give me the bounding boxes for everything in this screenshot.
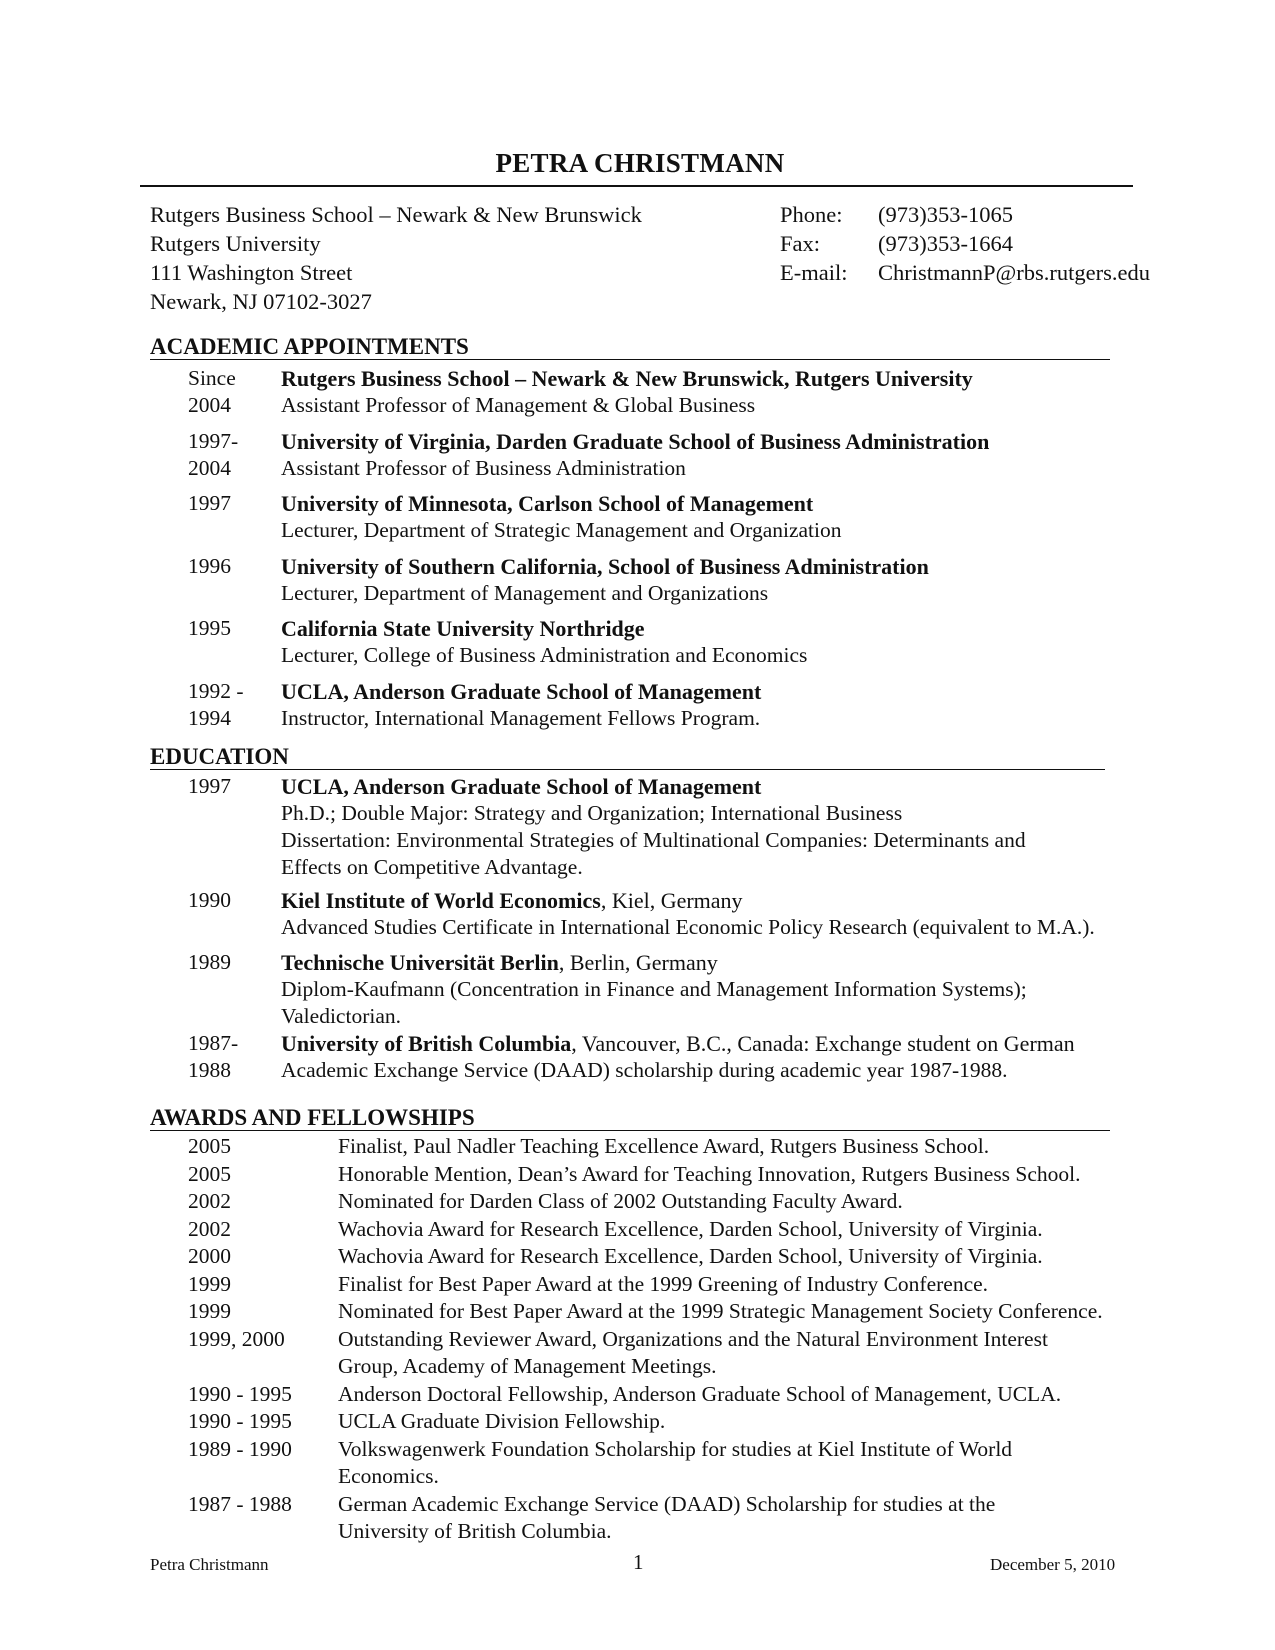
entry-body <box>338 1436 1110 1491</box>
section-education <box>150 744 1105 1090</box>
entry-year: 2002 <box>188 1216 231 1241</box>
entry-body <box>338 1298 1110 1326</box>
footer-author: Petra Christmann <box>150 1555 269 1574</box>
entry-institution: UCLA, Anderson Graduate School of Management <box>281 678 762 704</box>
entry-year: 1999 <box>188 1299 231 1323</box>
entry-year: 2005 <box>188 1134 231 1158</box>
entry-year: 2005 <box>188 1161 231 1186</box>
entry-role: Lecturer, College of Business Administration and Economics <box>281 643 808 667</box>
entry-year: 1996 <box>188 553 231 578</box>
entry-year: 1990 - 1995 <box>188 1409 292 1433</box>
entry-institution: University of British Columbia <box>281 1031 572 1056</box>
appointment-entry <box>150 365 1110 428</box>
appointments-list <box>150 365 1110 740</box>
footer-page-number: 1 <box>633 1550 644 1574</box>
address-line: Newark, NJ 07102-3027 <box>150 289 372 314</box>
contact-label: Phone: <box>780 202 843 227</box>
awards-list <box>150 1133 1110 1546</box>
entry-institution: Kiel Institute of World Economics <box>281 888 601 913</box>
appointment-entry <box>150 678 1110 741</box>
entry-year: 1989 <box>188 950 231 974</box>
award-text: Nominated for Best Paper Award at the 1999 Strategic Management Society Conference. <box>338 1299 1103 1323</box>
entry-body <box>338 1408 1110 1436</box>
entry-year: 1997-2004 <box>188 428 239 480</box>
entry-institution: UCLA, Anderson Graduate School of Management <box>281 774 762 799</box>
entry-year: 1987-1988 <box>188 1031 239 1082</box>
section-awards <box>150 1105 1110 1546</box>
entry-body <box>338 1188 1110 1216</box>
award-text: Wachovia Award for Research Excellence, Darden School, University of Virginia. <box>338 1216 1043 1241</box>
award-entry <box>150 1298 1110 1326</box>
entry-heading-line <box>281 949 1105 976</box>
award-text: German Academic Exchange Service (DAAD) Scholarship for studies at the <box>338 1491 996 1516</box>
award-entry <box>150 1271 1110 1299</box>
entry-year: 1987 - 1988 <box>188 1491 292 1516</box>
education-entry <box>150 1030 1105 1090</box>
entry-detail: Diplom-Kaufmann (Concentration in Finance and Management Information Systems); <box>281 977 1027 1001</box>
award-entry <box>150 1408 1110 1436</box>
award-entry <box>150 1161 1110 1189</box>
award-entry <box>150 1133 1110 1161</box>
entry-year: 2000 <box>188 1244 231 1268</box>
appointment-entry <box>150 428 1110 491</box>
award-text: Outstanding Reviewer Award, Organizations and the Natural Environment Interest <box>338 1326 1048 1351</box>
entry-detail: Valedictorian. <box>281 1004 401 1028</box>
education-entry <box>150 887 1105 949</box>
award-entry <box>150 1188 1110 1216</box>
entry-institution: California State University Northridge <box>281 616 645 641</box>
entry-body <box>281 428 1110 491</box>
entry-body <box>281 365 1110 428</box>
contact-value: (973)353-1664 <box>878 231 1013 256</box>
entry-role: Assistant Professor of Management & Global Business <box>281 393 756 417</box>
entry-year: 1999, 2000 <box>188 1326 285 1351</box>
award-text: University of British Columbia. <box>338 1519 612 1543</box>
entry-body <box>338 1133 1110 1161</box>
entry-institution: University of Minnesota, Carlson School of Management <box>281 491 814 516</box>
entry-location: , Berlin, Germany <box>558 950 718 975</box>
entry-year: 2002 <box>188 1189 231 1213</box>
entry-role: Assistant Professor of Business Administration <box>281 455 686 480</box>
entry-year: 1995 <box>188 616 231 640</box>
entry-body <box>281 773 1105 887</box>
entry-year: 1989 - 1990 <box>188 1436 292 1461</box>
entry-heading-line <box>281 1030 1105 1057</box>
entry-detail: Effects on Competitive Advantage. <box>281 855 583 879</box>
entry-body <box>281 490 1110 553</box>
entry-year: Since 2004 <box>188 366 236 417</box>
contact-value: (973)353-1065 <box>878 202 1013 227</box>
entry-body <box>281 678 1110 741</box>
education-list <box>150 773 1105 1090</box>
section-heading: ACADEMIC APPOINTMENTS <box>150 334 1110 360</box>
contact-phone <box>780 200 1150 229</box>
entry-body <box>281 1030 1105 1090</box>
award-text: Wachovia Award for Research Excellence, Darden School, University of Virginia. <box>338 1244 1043 1268</box>
award-text: Finalist, Paul Nadler Teaching Excellence Award, Rutgers Business School. <box>338 1134 990 1158</box>
entry-heading-line <box>281 887 1105 914</box>
award-text: Anderson Doctoral Fellowship, Anderson Graduate School of Management, UCLA. <box>338 1381 1062 1406</box>
appointment-entry <box>150 490 1110 553</box>
entry-body <box>281 553 1110 616</box>
award-entry <box>150 1243 1110 1271</box>
footer-date: December 5, 2010 <box>990 1555 1116 1574</box>
entry-institution: Technische Universität Berlin <box>281 950 559 975</box>
contact-label: E-mail: <box>780 260 848 285</box>
entry-body <box>338 1271 1110 1299</box>
section-heading: AWARDS AND FELLOWSHIPS <box>150 1105 1110 1131</box>
section-academic-appointments <box>150 334 1110 740</box>
award-text: Honorable Mention, Dean’s Award for Teaching Innovation, Rutgers Business School. <box>338 1161 1081 1186</box>
entry-detail: Dissertation: Environmental Strategies of Multinational Companies: Determinants and <box>281 828 1026 852</box>
award-text: Finalist for Best Paper Award at the 1999 Greening of Industry Conference. <box>338 1271 989 1296</box>
entry-body <box>338 1243 1110 1271</box>
address-line: Rutgers University <box>150 231 321 256</box>
address-line: Rutgers Business School – Newark & New Brunswick <box>150 202 642 227</box>
entry-role: Lecturer, Department of Management and Organizations <box>281 580 769 605</box>
award-text: Volkswagenwerk Foundation Scholarship for studies at Kiel Institute of World Economics. <box>338 1436 1013 1488</box>
entry-body <box>338 1161 1110 1189</box>
entry-role: Instructor, International Management Fellows Program. <box>281 705 761 730</box>
entry-year: 1990 - 1995 <box>188 1381 292 1406</box>
contact-value: ChristmannP@rbs.rutgers.edu <box>878 260 1150 285</box>
award-entry <box>150 1381 1110 1409</box>
award-entry <box>150 1216 1110 1244</box>
cv-name: PETRA CHRISTMANN <box>495 148 785 178</box>
contact-fax <box>780 229 1150 258</box>
contact-block <box>780 200 1150 287</box>
contact-email <box>780 258 1150 287</box>
entry-year: 1990 <box>188 888 231 912</box>
entry-body <box>281 949 1105 1030</box>
award-entry <box>150 1491 1110 1546</box>
contact-label: Fax: <box>780 231 821 256</box>
entry-heading-line <box>281 773 1105 800</box>
entry-body <box>281 887 1105 949</box>
entry-location: , Kiel, Germany <box>600 888 743 913</box>
entry-institution: Rutgers Business School – Newark & New Brunswick, Rutgers University <box>281 366 973 391</box>
entry-body <box>281 615 1110 678</box>
section-heading: EDUCATION <box>150 744 1105 770</box>
entry-year: 1992 - 1994 <box>188 678 244 730</box>
award-text: Group, Academy of Management Meetings. <box>338 1354 717 1378</box>
entry-year: 1997 <box>188 774 231 798</box>
entry-detail: Ph.D.; Double Major: Strategy and Organization; International Business <box>281 801 903 825</box>
entry-body <box>338 1491 1110 1546</box>
award-entry <box>150 1326 1110 1381</box>
appointment-entry <box>150 553 1110 616</box>
entry-detail: Academic Exchange Service (DAAD) scholarship during academic year 1987-1988. <box>281 1058 1008 1082</box>
education-entry <box>150 773 1105 887</box>
award-entry <box>150 1436 1110 1491</box>
entry-location: , Vancouver, B.C., Canada: Exchange student on German <box>571 1031 1075 1056</box>
header-rule <box>140 185 1133 187</box>
award-text: UCLA Graduate Division Fellowship. <box>338 1409 666 1433</box>
entry-body <box>338 1216 1110 1244</box>
entry-year: 1999 <box>188 1271 231 1296</box>
education-entry <box>150 949 1105 1030</box>
address-block <box>150 200 642 316</box>
entry-detail: Advanced Studies Certificate in International Economic Policy Research (equivalent to M.A.). <box>281 915 1095 939</box>
entry-role: Lecturer, Department of Strategic Management and Organization <box>281 518 842 542</box>
address-line: 111 Washington Street <box>150 260 353 285</box>
entry-institution: University of Southern California, School of Business Administration <box>281 553 929 579</box>
entry-year: 1997 <box>188 491 231 515</box>
entry-body <box>338 1326 1110 1381</box>
entry-body <box>338 1381 1110 1409</box>
award-text: Nominated for Darden Class of 2002 Outstanding Faculty Award. <box>338 1189 903 1213</box>
entry-institution: University of Virginia, Darden Graduate School of Business Administration <box>281 428 990 454</box>
appointment-entry <box>150 615 1110 678</box>
